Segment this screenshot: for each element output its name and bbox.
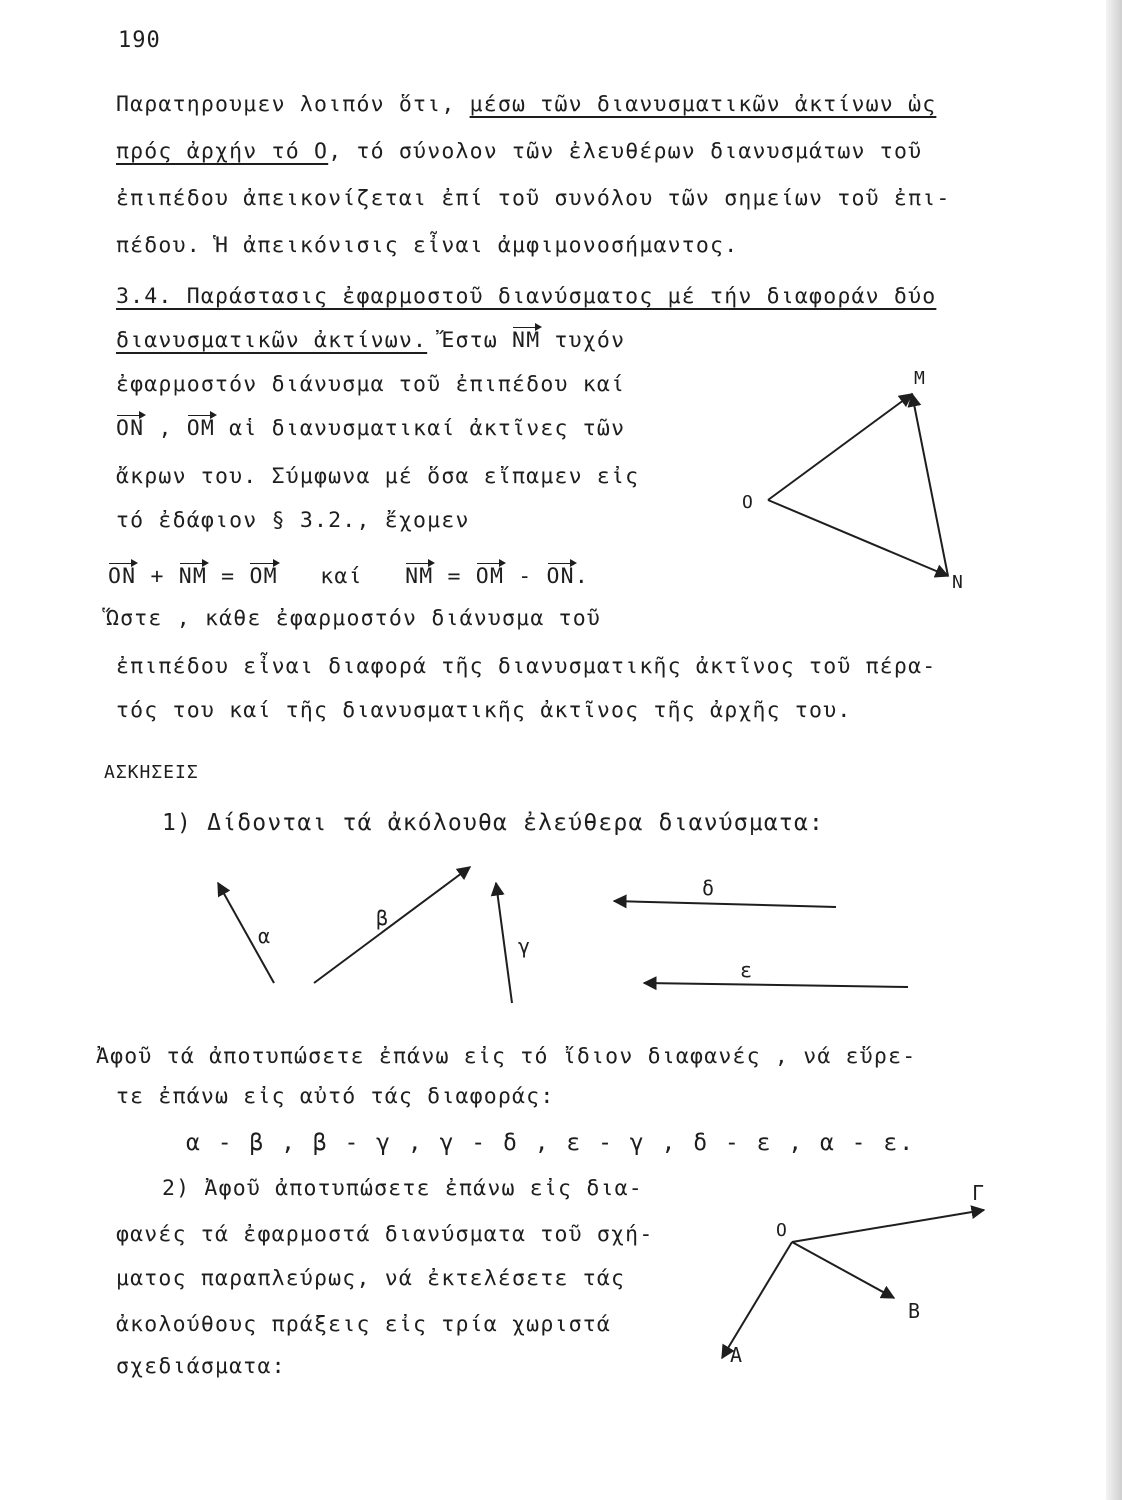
underlined-text: μέσω τῶν διανυσματικῶν ἀκτίνων ὡς [469, 92, 937, 117]
paragraph-line: 2) Ἀφοῦ ἀποτυπώσετε ἐπάνω εἰς δια- [162, 1176, 643, 1201]
vector-om: OM [476, 562, 504, 592]
vector-oa-line [722, 1242, 792, 1358]
difference-item: β - γ [312, 1130, 393, 1156]
section-title: 3.4. Παράστασις ἐφαρμοστοῦ διανύσματος μέ τήν διαφοράν δύο [116, 284, 937, 309]
vector-ob-line [792, 1242, 894, 1298]
vector-nm-line [912, 394, 948, 576]
paragraph-line: ἐφαρμοστόν διάνυσμα τοῦ ἐπιπέδου καί [116, 372, 626, 397]
vector-om: OM [187, 414, 215, 444]
paragraph-line: Ὥστε , κάθε ἐφαρμοστόν διάνυσμα τοῦ [106, 606, 602, 631]
point-a-label: Α [730, 1343, 743, 1367]
exercise-1-text: 1) Δίδονται τά ἀκόλουθα ἐλεύθερα διανύσματα: [162, 810, 825, 836]
section-title-continued: διανυσματικῶν ἀκτίνων. [116, 328, 428, 353]
vector-delta-line [614, 901, 836, 907]
text-run: , τό σύνολον τῶν ἐλευθέρων διανυσμάτων τοῦ [328, 139, 923, 164]
paragraph-line: φανές τά ἐφαρμοστά διανύσματα τοῦ σχή- [116, 1222, 654, 1247]
point-b-label: Β [908, 1299, 921, 1323]
vector-epsilon-label: ε [740, 958, 753, 982]
free-vectors-figure [200, 855, 920, 1015]
point-g-label: Γ [972, 1181, 985, 1205]
vector-og-line [792, 1210, 984, 1242]
applied-vectors-figure [700, 1180, 1000, 1380]
vector-om: OM [249, 562, 277, 592]
point-o-label: O [742, 492, 753, 513]
difference-item: ε - γ [566, 1130, 646, 1156]
point-m-label: M [914, 368, 925, 389]
vector-on: ON [547, 562, 575, 592]
text-run: τυχόν [540, 328, 626, 353]
underlined-text: πρός ἀρχήν τό [116, 139, 315, 164]
difference-item: γ - δ [439, 1130, 519, 1156]
vector-delta-label: δ [702, 876, 715, 900]
difference-item: α - β [186, 1130, 266, 1156]
paragraph-line: πέδου. Ἡ ἀπεικόνισις εἶναι ἀμφιμονοσήμαντος. [116, 233, 739, 258]
conjunction: καί [277, 564, 406, 589]
difference-item: α - ε. [819, 1130, 916, 1156]
vector-nm: NM [405, 562, 433, 592]
vector-on: ON [108, 562, 136, 592]
paragraph-line: ματος παραπλεύρως, νά ἐκτελέσετε τάς [116, 1266, 626, 1291]
paragraph-line: ἄκρων του. Σύμφωνα μέ ὅσα εἴπαμεν εἰς [116, 464, 640, 489]
underlined-text: Ο [314, 139, 329, 164]
vector-on: ON [116, 414, 144, 444]
vector-equation [108, 562, 589, 592]
paragraph-line: τε ἐπάνω εἰς αὐτό τάς διαφοράς: [116, 1084, 555, 1109]
paragraph-line [116, 414, 625, 444]
vector-on-line [768, 500, 948, 576]
paragraph-line [116, 326, 625, 356]
period: . [574, 564, 589, 589]
exercises-heading: ΑΣΚΗΣΕΙΣ [104, 762, 199, 783]
vector-nm: NM [512, 326, 540, 356]
paragraph-line: ἐπιπέδου ἀπεικονίζεται ἐπί τοῦ συνόλου τῶν σημείων τοῦ ἐπι- [116, 186, 951, 211]
paragraph-line: τός του καί τῆς διανυσματικῆς ἀκτῖνος τῆς ἀρχῆς του. [116, 698, 852, 723]
paragraph-line: τό ἐδάφιον § 3.2., ἔχομεν [116, 508, 470, 533]
point-n-label: N [952, 572, 963, 593]
triangle-vector-figure [740, 360, 1000, 600]
minus-sign: - [504, 564, 547, 589]
page-number: 190 [118, 28, 161, 53]
vector-beta-label: β [376, 906, 389, 930]
vector-gamma-line [496, 883, 512, 1003]
vector-beta-line [314, 867, 470, 983]
equals-sign: = [207, 564, 250, 589]
text-run: Παρατηρουμεν λοιπόν ὅτι, [116, 92, 470, 117]
vector-nm: NM [179, 562, 207, 592]
paragraph-line: ἀκολούθους πράξεις εἰς τρία χωριστά [116, 1312, 612, 1337]
paragraph-line: σχεδιάσματα: [116, 1354, 286, 1379]
vector-gamma-label: γ [518, 934, 531, 958]
paragraph-line: ἐπιπέδου εἶναι διαφορά τῆς διανυσματικῆς ἀκτῖνος τοῦ πέρα- [116, 654, 937, 679]
text-run: Ἔστω [427, 328, 513, 353]
text-run: αἱ διανυσματικαί ἀκτῖνες τῶν [215, 416, 626, 441]
vector-alpha-label: α [258, 924, 271, 948]
vector-epsilon-line [644, 983, 908, 987]
text-run: , [144, 416, 187, 441]
paragraph-line: Ἀφοῦ τά ἀποτυπώσετε ἐπάνω εἰς τό ἴδιον διαφανές , νά εὕρε- [96, 1044, 917, 1069]
plus-sign: + [136, 564, 179, 589]
point-o-label: O [776, 1220, 787, 1241]
differences-list: α - β , β - γ , γ - δ , ε - γ , δ - ε , α - ε. [186, 1130, 916, 1156]
paragraph-line [116, 90, 936, 120]
vector-om-line [768, 394, 912, 500]
paragraph-line [116, 137, 922, 167]
page-edge-shadow [1106, 0, 1122, 1500]
difference-item: δ - ε [693, 1130, 773, 1156]
equals-sign: = [433, 564, 476, 589]
